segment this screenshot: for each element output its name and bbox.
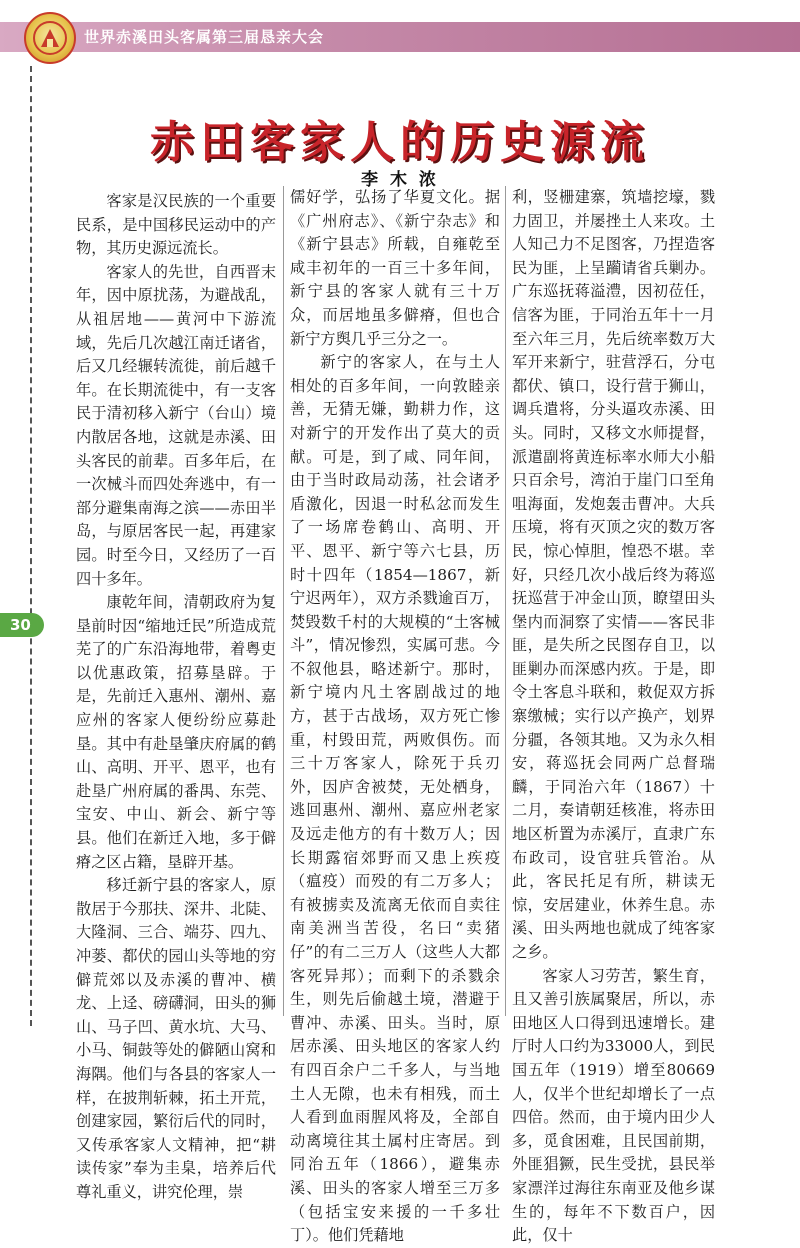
- paragraph: 利，竖栅建寨，筑墙挖壕，戮力固卫，并屡挫土人来攻。土人知己力不足图客，乃捏造客民为匪，上呈躏请省兵剿办。广东巡抚蒋溢澧，因初莅任，信客为匪，于同治五年十一月至六年三月，先后统率数万大军开来新宁，驻营浮石，分屯都伏、镇口，设行营于狮山，调兵遣将，分头逼攻赤溪、田头。同时，又移文水师提督，派遣副将黄连标率水师大小船只百余号，湾泊于崖门口至角咀海面，发炮轰击曹冲。大兵压境，将有灭顶之灾的数万客民，惊心悼胆，惶恐不堪。幸好，只经几次小战后终为蒋巡抚巡营于冲金山顶，瞭望田头堡内而洞察了实情——客民非匪，是失所之民图存自卫，以匪剿办而深感内疚。于是，即令土客息斗联和，敕促双方拆寨缴械；实行以产换产，划界分疆，各领其地。又为永久相安，蒋巡抚会同两广总督瑞麟，于同治六年（1867）十二月，奏请朝廷核准，将赤田地区析置为赤溪厅，直隶广东布政司，设官驻兵管治。从此，客民托足有所，耕读无惊，安居建业，休养生息。赤溪、田头两地也就成了纯客家之乡。: [512, 188, 715, 961]
- page-number: 30: [10, 616, 31, 634]
- paragraph: 新宁的客家人，在与土人相处的百多年间，一向敦睦亲善，无猜无嫌，勤耕力作，这对新宁的开发作出了莫大的贡献。可是，到了咸、同年间，由于当时政局动荡，社会诸矛盾激化，因退一时私忿而发生了一场席卷鹤山、高明、开平、恩平、新宁等六七县，历时十四年（1854—1867，新宁迟两年），双方杀戮逾百万，焚毁数千村的大规模的“土客械斗”，情况惨烈，实属可悲。今不叙他县，略述新宁。那时，新宁境内凡土客剧战过的地方，甚于古战场，双方死亡惨重，村毁田荒，两败俱伤。而三十万客家人，除死于兵刃外，因庐舍被焚，无处栖身，逃回惠州、潮州、嘉应州老家及远走他方的有十数万人；因长期露宿郊野而又患上疾疫（瘟疫）而殁的有二万多人；有被掳卖及流离无依而自卖往南美洲当苦役，名曰“卖猪仔”的有二三万人（这些人大都客死异邦）；而剩下的杀戮余生，则先后偷越土境，潜避于曹冲、赤溪、田头。当时，原居赤溪、田头地区的客家人约有四百余户二千多人，与当地土人无隙，也未有相残，而土人看到血雨腥风将及，全部自动离境往其土属村庄寄居。到同治五年（1866），避集赤溪、田头的客家人增至三万多（包括宝安来援的一千多壮丁）。他们凭藉地: [290, 353, 500, 1245]
- article-column-3: [512, 186, 715, 1248]
- column-divider: [283, 186, 284, 1016]
- binding-margin-line: [30, 66, 32, 1026]
- paragraph: 儒好学，弘扬了华夏文化。据《广州府志》、《新宁杂志》和《新宁县志》所载，自雍乾至咸丰初年的一百三十多年间，新宁县的客家人就有三十万众，而居地虽多僻瘠，但也合新宁方舆几乎三分之一。: [290, 188, 500, 348]
- column-divider: [505, 186, 506, 1016]
- paragraph: 客家是汉民族的一个重要民系，是中国移民运动中的产物，其历史源远流长。: [76, 192, 276, 258]
- paragraph: 移迁新宁县的客家人，原散居于今那扶、深井、北陡、大隆洞、三合、端芬、四九、冲蒌、都伏的园山头等地的穷僻荒郊以及赤溪的曹冲、横龙、上迳、磅礴洞，田头的狮山、马子凹、黄水坑、大马、小马、铜鼓等处的僻陋山窝和海隅。他们与各县的客家人一样，在披荆斩棘，拓土开荒，创建家园，繁衍后代的同时，又传承客家人文精神，把“耕读传家”奉为圭臬，培养后代尊礼重义，讲究伦理，崇: [76, 876, 276, 1201]
- article-column-1: [76, 190, 276, 1205]
- conference-logo-icon: [24, 12, 76, 64]
- paragraph: 康乾年间，清朝政府为复垦前时因“缩地迁民”所造成荒芜了的广东沿海地带，着粤吏以优惠政策，招募垦辟。于是，先前迁入惠州、潮州、嘉应州的客家人便纷纷应募赴垦。其中有赴垦肇庆府属的鹤山、高明、开平、恩平，也有赴垦广州府属的番禺、东莞、宝安、中山、新会、新宁等县。他们在新迁入地，多于僻瘠之区占籍，垦辟开基。: [76, 593, 276, 871]
- paragraph: 客家人习劳苦，繁生育，且又善引族属聚居，所以，赤田地区人口得到迅速增长。建厅时人口约为33000人，到民国五年（1919）增至80669人，仅半个世纪却增长了一点四倍。然而，由于境内田少人多，觅食困难，且民国前期，外匪猖獗，民生受扰，县民举家漂洋过海往东南亚及他乡谋生的，每年不下数百户，因此，仅十: [512, 966, 715, 1245]
- article-column-2: [290, 186, 500, 1248]
- article-title: 赤田客家人的历史源流: [150, 117, 650, 168]
- conference-title: 世界赤溪田头客属第三届恳亲大会: [84, 28, 325, 46]
- paragraph: 客家人的先世，自西晋末年，因中原扰荡，为避战乱，从祖居地——黄河中下游流域，先后几次越江南迁诸省，后又几经辗转流徙，前后越千年。在长期流徙中，有一支客民于清初移入新宁（台山）境内散居各地，这就是赤溪、田头客民的前辈。百多年后，在一次械斗而四处奔逃中，有一部分避集南海之滨——赤田半岛，与原居客民一起，再建家园。时至今日，又经历了一百四十多年。: [76, 262, 276, 588]
- article-author: 李 木 浓: [361, 170, 439, 190]
